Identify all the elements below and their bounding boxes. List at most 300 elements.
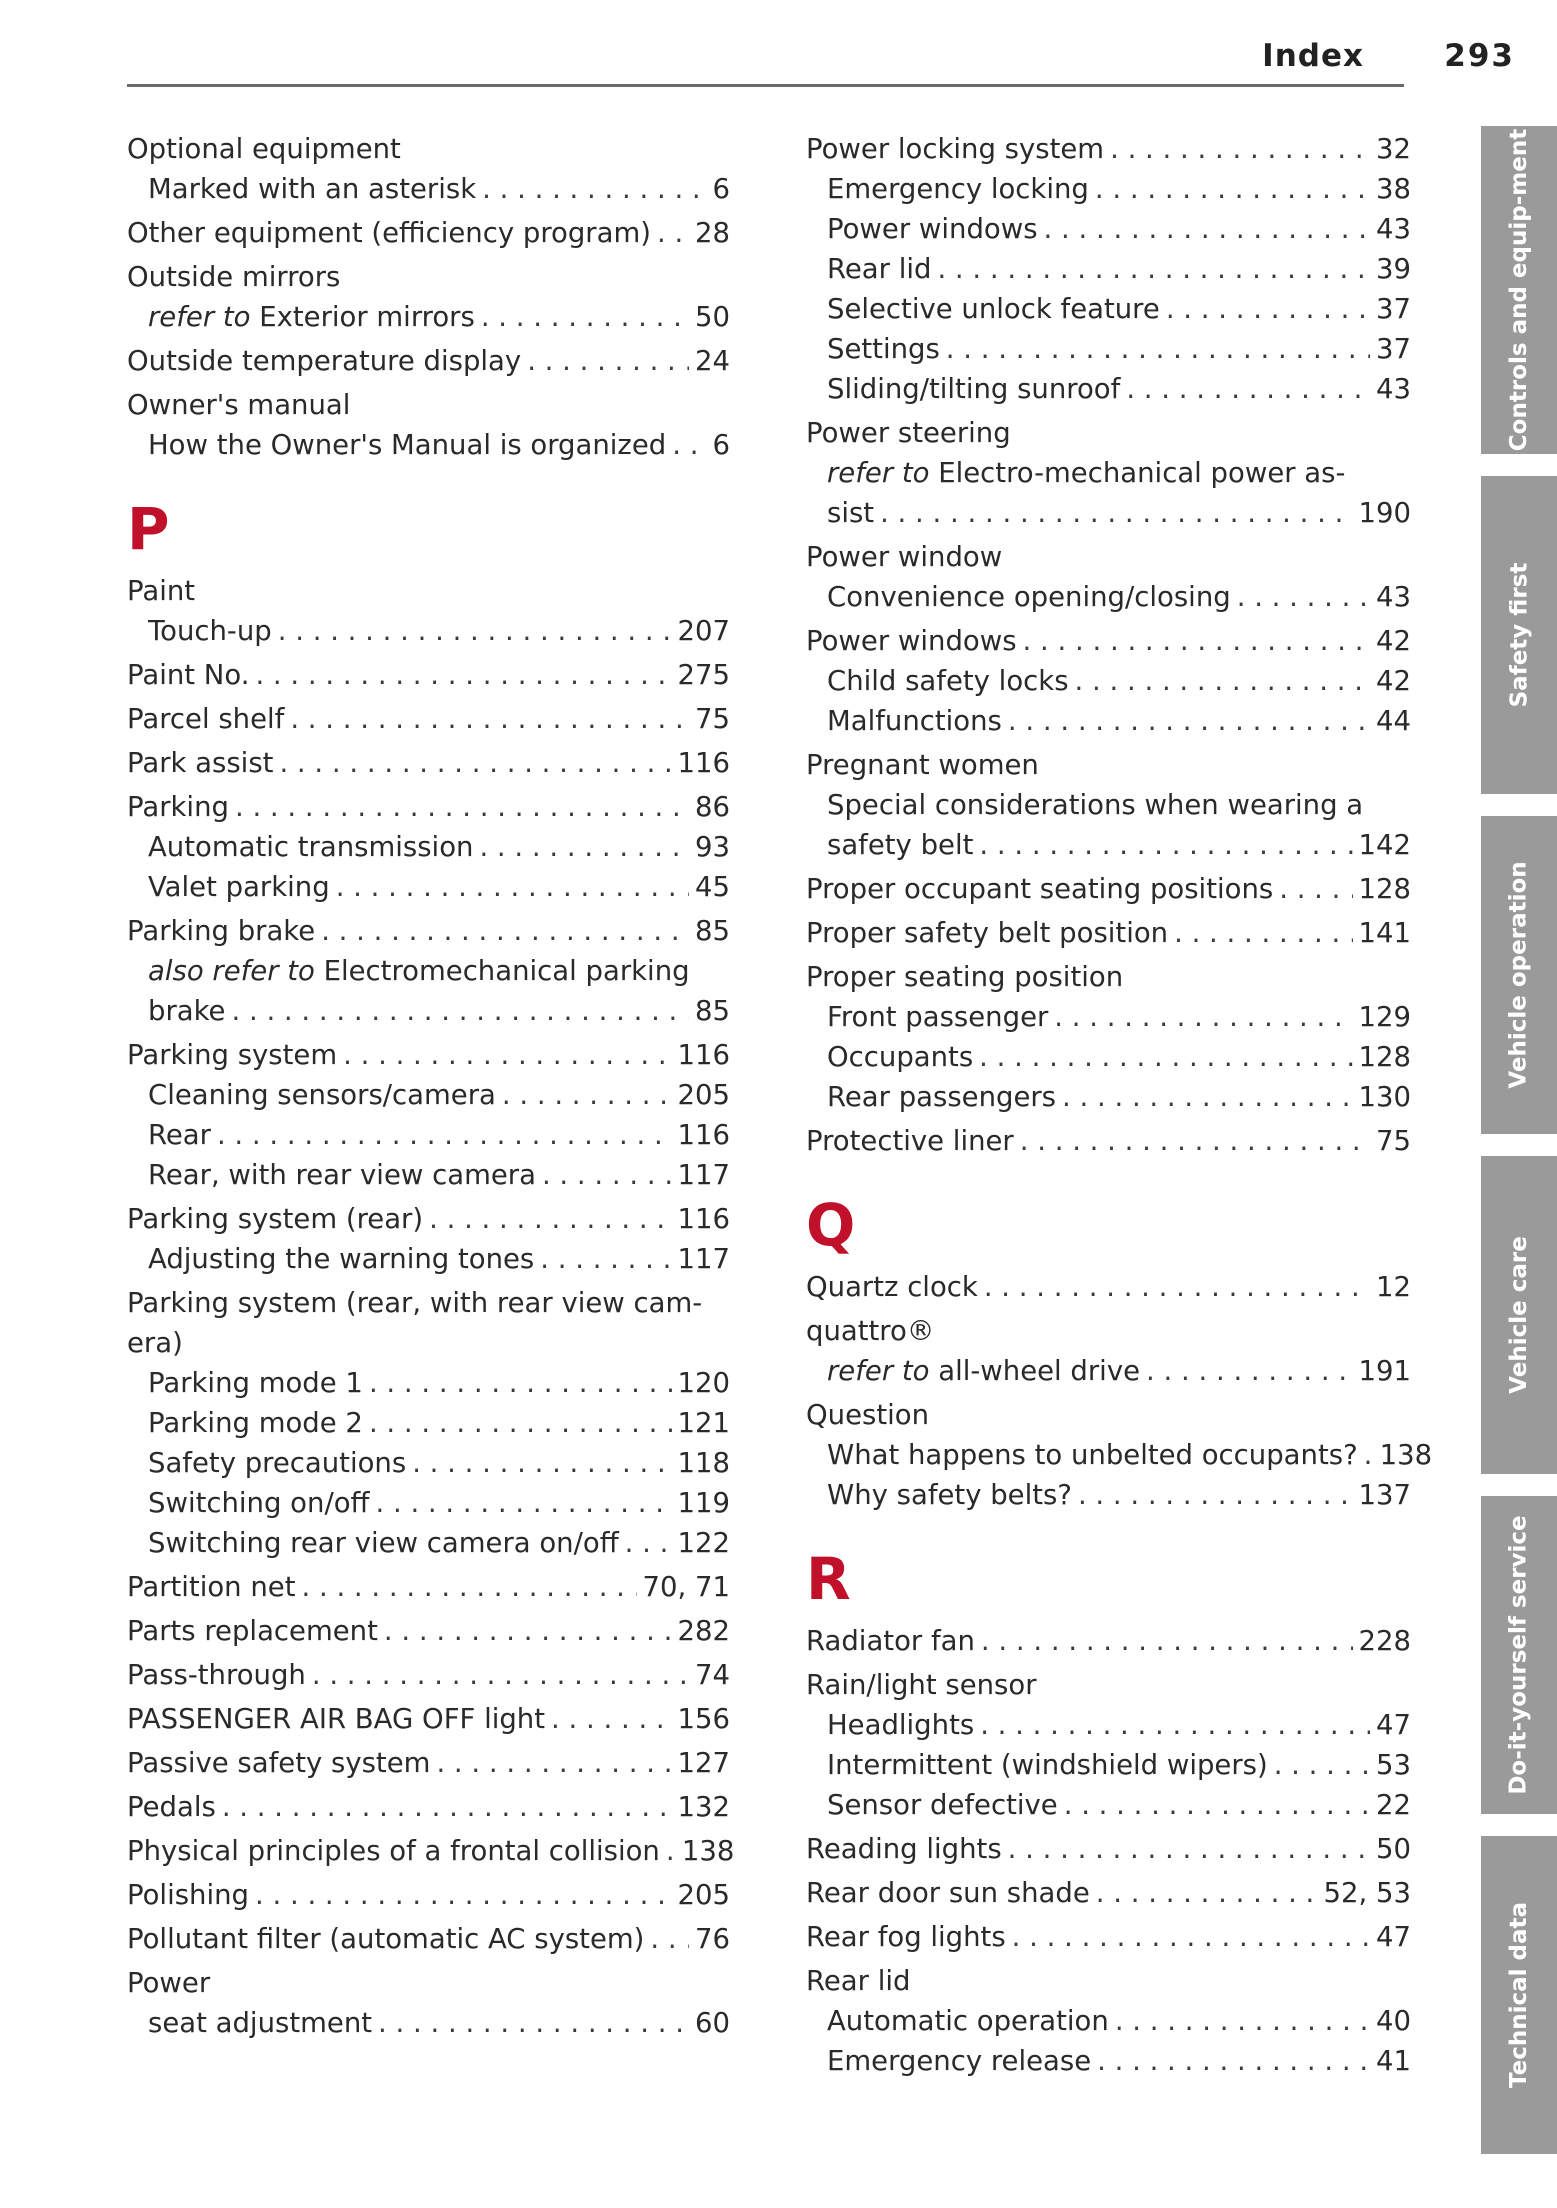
entry-label: Intermittent (windshield wipers) — [827, 1749, 1268, 1781]
entry-label: sist — [827, 497, 875, 529]
page-reference[interactable]: 190 — [1358, 497, 1411, 529]
entry-label: Power window — [806, 541, 1003, 573]
page-reference[interactable]: 141 — [1358, 917, 1411, 949]
index-subentry — [806, 289, 1411, 329]
index-subentry — [127, 169, 730, 209]
dot-leader — [279, 743, 671, 783]
index-subentry — [806, 1745, 1411, 1785]
index-entry — [127, 1919, 730, 1959]
page-reference[interactable]: 75 — [1376, 1125, 1411, 1157]
entry-label: Quartz clock — [806, 1271, 978, 1303]
page-reference[interactable]: 75 — [695, 703, 730, 735]
index-subentry — [127, 297, 730, 337]
entry-label: seat adjustment — [148, 2007, 373, 2039]
dot-leader — [412, 1443, 671, 1483]
header-rule — [127, 84, 1404, 87]
page-reference[interactable]: 60 — [695, 2007, 730, 2039]
dot-leader — [1078, 1475, 1353, 1515]
entry-label: Outside mirrors — [127, 261, 341, 293]
entry-label: Occupants — [827, 1041, 974, 1073]
page-reference[interactable]: 116 — [677, 1039, 730, 1071]
dot-leader — [278, 611, 672, 651]
entry-label: Rain/light sensor — [806, 1669, 1037, 1701]
page-reference[interactable]: 44 — [1376, 705, 1411, 737]
index-entry — [127, 1787, 730, 1827]
page-reference[interactable]: 128 — [1358, 873, 1411, 905]
entry-label: Proper safety belt position — [806, 917, 1169, 949]
index-subentry — [806, 329, 1411, 369]
page-reference[interactable]: 37 — [1376, 333, 1411, 365]
page-reference[interactable]: 47 — [1376, 1709, 1411, 1741]
entry-label: Safety precautions — [148, 1447, 407, 1479]
index-subentry — [806, 369, 1411, 409]
entry-label: Parking system (rear, with rear view cam- — [127, 1287, 703, 1319]
entry-label: Pollutant filter (automatic AC system) — [127, 1923, 645, 1955]
entry-label: Power locking system — [806, 133, 1105, 165]
index-entry — [806, 1829, 1411, 1869]
entry-label: Parking — [127, 791, 229, 823]
dot-leader — [255, 655, 671, 695]
dot-leader — [979, 1037, 1352, 1077]
entry-label: Why safety belts? — [827, 1479, 1072, 1511]
index-subentry — [806, 2041, 1411, 2081]
entry-label: brake — [148, 995, 226, 1027]
dot-leader — [551, 1699, 671, 1739]
entry-label: Rear door sun shade — [806, 1877, 1090, 1909]
dot-leader — [1023, 621, 1370, 661]
entry-label: Power windows — [827, 213, 1038, 245]
entry-label: Power windows — [806, 625, 1017, 657]
entry-label: Rear passengers — [827, 1081, 1057, 1113]
index-entry — [806, 957, 1411, 997]
index-entry — [127, 1831, 735, 1871]
entry-label: Other equipment (efficiency program) — [127, 217, 651, 249]
index-subentry — [806, 1351, 1411, 1391]
page-reference[interactable]: 275 — [677, 659, 730, 691]
index-subentry — [806, 493, 1411, 533]
entry-label: Optional equipment — [127, 133, 401, 165]
index-subentry — [806, 1037, 1411, 1077]
tab-label: Controls and equip-ment — [1506, 128, 1532, 452]
dot-leader — [1096, 1873, 1318, 1913]
index-entry — [806, 1311, 1411, 1351]
entry-label: Pregnant women — [806, 749, 1039, 781]
page-reference[interactable]: 42 — [1376, 625, 1411, 657]
dot-leader — [672, 425, 706, 465]
page-reference[interactable]: 138 — [1379, 1439, 1433, 1471]
dot-leader — [1126, 369, 1370, 409]
entry-label: Rear lid — [827, 253, 932, 285]
entry-label: Valet parking — [148, 871, 330, 903]
dot-leader — [1364, 1435, 1374, 1475]
index-subentry — [806, 1785, 1411, 1825]
index-entry — [806, 1917, 1411, 1957]
dot-leader — [981, 1621, 1353, 1661]
page-reference[interactable]: 39 — [1376, 253, 1411, 285]
tab-label: Safety first — [1506, 562, 1533, 708]
entry-label: Rear fog lights — [806, 1921, 1006, 1953]
tab-controls-and-equipment[interactable] — [1481, 126, 1557, 454]
tab-do-it-yourself-service[interactable] — [1481, 1496, 1557, 1814]
page-reference[interactable]: 53 — [1376, 1749, 1411, 1781]
page-reference[interactable]: 142 — [1358, 829, 1411, 861]
index-subentry — [806, 997, 1411, 1037]
entry-label: Rear, with rear view camera — [148, 1159, 536, 1191]
index-entry — [806, 1621, 1411, 1661]
entry-label: Emergency locking — [827, 173, 1089, 205]
page-reference[interactable]: 127 — [677, 1747, 730, 1779]
index-entry — [127, 1323, 730, 1363]
tab-label: Do-it-yourself service — [1506, 1515, 1532, 1795]
dot-leader — [369, 1363, 672, 1403]
page-reference[interactable]: 24 — [695, 345, 730, 377]
page-reference[interactable]: 116 — [677, 747, 730, 779]
entry-label: Proper occupant seating positions — [806, 873, 1274, 905]
entry-label: Pass-through — [127, 1659, 306, 1691]
dot-leader — [1279, 869, 1352, 909]
entry-text: Electromechanical parking — [314, 955, 690, 987]
dot-leader — [984, 1267, 1370, 1307]
page-reference[interactable]: 45 — [695, 871, 730, 903]
dot-leader — [1146, 1351, 1352, 1391]
entry-label: Park assist — [127, 747, 274, 779]
section-letter: Q — [806, 1191, 856, 1259]
dot-leader — [1008, 1829, 1370, 1869]
page-reference[interactable]: 74 — [695, 1659, 730, 1691]
entry-label: Parking mode 2 — [148, 1407, 363, 1439]
index-entry — [127, 1035, 730, 1075]
index-column-right — [806, 125, 1433, 2081]
page-reference[interactable]: 121 — [677, 1407, 730, 1439]
dot-leader — [336, 867, 689, 907]
entry-label: Touch-up — [148, 615, 272, 647]
index-subentry — [806, 209, 1411, 249]
index-subentry — [127, 951, 730, 991]
tab-label: Vehicle operation — [1506, 861, 1532, 1089]
index-entry — [127, 1655, 730, 1695]
page-reference[interactable]: 85 — [695, 995, 730, 1027]
entry-label: Sensor defective — [827, 1789, 1058, 1821]
index-column-left — [127, 125, 735, 2043]
page-reference[interactable]: 228 — [1358, 1625, 1411, 1657]
tab-technical-data[interactable] — [1481, 1836, 1557, 2154]
dot-leader — [1110, 129, 1370, 169]
dot-leader — [301, 1567, 636, 1607]
page-reference[interactable]: 129 — [1358, 1001, 1411, 1033]
page-reference[interactable]: 50 — [695, 301, 730, 333]
page-reference[interactable]: 117 — [677, 1243, 730, 1275]
page-reference[interactable]: 6 — [712, 173, 730, 205]
dot-leader — [375, 1483, 671, 1523]
entry-label: Malfunctions — [827, 705, 1002, 737]
entry-label — [827, 453, 1345, 493]
index-entry — [127, 911, 730, 951]
page-reference[interactable]: 52, 53 — [1323, 1877, 1411, 1909]
index-entry — [127, 257, 730, 297]
index-entry — [806, 1873, 1411, 1913]
cross-reference: refer to — [827, 457, 930, 489]
index-entry — [806, 129, 1411, 169]
entry-label: Passive safety system — [127, 1747, 431, 1779]
entry-label: Rear lid — [806, 1965, 911, 1997]
index-subentry — [127, 1523, 730, 1563]
entry-label — [827, 1351, 1140, 1391]
tab-label: Vehicle care — [1506, 1236, 1532, 1394]
page-reference[interactable]: 43 — [1376, 213, 1411, 245]
index-entry — [127, 1567, 730, 1607]
entry-label: Paint No. — [127, 659, 250, 691]
entry-text: Electro-mechanical power as- — [929, 457, 1346, 489]
page-reference[interactable]: 128 — [1358, 1041, 1411, 1073]
index-subentry — [806, 453, 1411, 493]
entry-label: Parking system (rear) — [127, 1203, 424, 1235]
index-subentry — [806, 661, 1411, 701]
page-reference[interactable]: 42 — [1376, 665, 1411, 697]
entry-label: PASSENGER AIR BAG OFF light — [127, 1703, 546, 1735]
page-reference[interactable]: 122 — [677, 1527, 730, 1559]
entry-label: Physical principles of a frontal collision — [127, 1835, 660, 1867]
dot-leader — [378, 2003, 689, 2043]
index-entry — [806, 1121, 1411, 1161]
entry-label: Convenience opening/closing — [827, 581, 1231, 613]
index-entry — [127, 1963, 730, 2003]
entry-label: Owner's manual — [127, 389, 351, 421]
dot-leader — [1166, 289, 1370, 329]
dot-leader — [880, 493, 1352, 533]
dot-leader — [217, 1115, 672, 1155]
page-reference[interactable]: 41 — [1376, 2045, 1411, 2077]
entry-label: Switching rear view camera on/off — [148, 1527, 619, 1559]
page-reference[interactable]: 70, 71 — [642, 1571, 730, 1603]
tab-label: Technical data — [1506, 1901, 1533, 2089]
index-entry — [806, 745, 1411, 785]
index-subentry — [127, 1483, 730, 1523]
dot-leader — [1020, 1121, 1370, 1161]
dot-leader — [235, 787, 689, 827]
header-title: Index — [1262, 38, 1364, 74]
entry-label: quattro® — [806, 1315, 935, 1347]
dot-leader — [1044, 209, 1370, 249]
dot-leader — [384, 1611, 672, 1651]
page-reference[interactable]: 117 — [677, 1159, 730, 1191]
entry-label: Parking brake — [127, 915, 316, 947]
index-entry — [127, 341, 730, 381]
entry-label: Protective liner — [806, 1125, 1014, 1157]
page-number: 293 — [1444, 38, 1515, 74]
dot-leader — [255, 1875, 672, 1915]
index-subentry — [806, 1435, 1433, 1475]
page-reference[interactable]: 130 — [1358, 1081, 1411, 1113]
page-reference[interactable]: 156 — [677, 1703, 730, 1735]
index-entry — [127, 385, 730, 425]
entry-label: Special considerations when wearing a — [827, 789, 1364, 821]
entry-label: Settings — [827, 333, 940, 365]
index-entry — [806, 1961, 1411, 2001]
dot-leader — [1064, 1785, 1370, 1825]
entry-label: Selective unlock feature — [827, 293, 1160, 325]
entry-label: Polishing — [127, 1879, 249, 1911]
dot-leader — [222, 1787, 672, 1827]
index-subentry — [127, 1155, 730, 1195]
dot-leader — [937, 249, 1370, 289]
dot-leader — [527, 341, 689, 381]
index-entry — [127, 1875, 730, 1915]
page-reference[interactable]: 12 — [1376, 1271, 1411, 1303]
entry-label: Emergency release — [827, 2045, 1092, 2077]
page-reference[interactable]: 32 — [1376, 133, 1411, 165]
entry-label: Headlights — [827, 1709, 975, 1741]
entry-label — [148, 297, 475, 337]
dot-leader — [1075, 661, 1370, 701]
page-reference[interactable]: 282 — [677, 1615, 730, 1647]
index-subentry — [127, 827, 730, 867]
tab-vehicle-care[interactable] — [1481, 1156, 1557, 1474]
page-reference[interactable]: 119 — [677, 1487, 730, 1519]
dot-leader — [343, 1035, 671, 1075]
entry-label: Adjusting the warning tones — [148, 1243, 535, 1275]
index-subentry — [127, 1443, 730, 1483]
index-subentry — [806, 169, 1411, 209]
index-entry — [806, 1395, 1411, 1435]
dot-leader — [502, 1075, 672, 1115]
entry-label: Proper seating position — [806, 961, 1124, 993]
index-subentry — [806, 785, 1411, 825]
dot-leader — [481, 297, 689, 337]
tab-safety-first[interactable] — [1481, 476, 1557, 794]
index-subentry — [127, 2003, 730, 2043]
entry-label: Outside temperature display — [127, 345, 522, 377]
entry-label: Switching on/off — [148, 1487, 370, 1519]
entry-label: How the Owner's Manual is organized — [148, 429, 667, 461]
dot-leader — [540, 1239, 671, 1279]
page-reference[interactable]: 118 — [677, 1447, 730, 1479]
entry-label: Question — [806, 1399, 929, 1431]
page-reference[interactable]: 132 — [677, 1791, 730, 1823]
page-reference[interactable]: 37 — [1376, 293, 1411, 325]
entry-label: Automatic transmission — [148, 831, 474, 863]
entry-text: all-wheel drive — [929, 1355, 1141, 1387]
entry-label: Parcel shelf — [127, 703, 285, 735]
page-reference[interactable]: 138 — [681, 1835, 735, 1867]
page-reference[interactable]: 116 — [677, 1119, 730, 1151]
entry-label: Child safety locks — [827, 665, 1069, 697]
index-subentry — [127, 1115, 730, 1155]
index-subentry — [806, 701, 1411, 741]
index-subentry — [806, 2001, 1411, 2041]
page-reference[interactable]: 137 — [1358, 1479, 1411, 1511]
cross-reference: refer to — [148, 301, 251, 333]
entry-label: Radiator fan — [806, 1625, 975, 1657]
index-entry — [127, 571, 730, 611]
dot-leader — [542, 1155, 672, 1195]
dot-leader — [1274, 1745, 1370, 1785]
page-reference[interactable]: 120 — [677, 1367, 730, 1399]
dot-leader — [482, 169, 706, 209]
page-reference[interactable]: 40 — [1376, 2005, 1411, 2037]
page-reference[interactable]: 6 — [712, 429, 730, 461]
page-reference[interactable]: 205 — [677, 1079, 730, 1111]
entry-label: Reading lights — [806, 1833, 1002, 1865]
entry-label: era) — [127, 1327, 183, 1359]
index-subentry — [806, 825, 1411, 865]
entry-label: Marked with an asterisk — [148, 173, 477, 205]
page-reference[interactable]: 28 — [695, 217, 730, 249]
dot-leader — [479, 827, 689, 867]
dot-leader — [1008, 701, 1370, 741]
index-entry — [806, 1665, 1411, 1705]
entry-label: Automatic operation — [827, 2005, 1109, 2037]
dot-leader — [1174, 913, 1352, 953]
dot-leader — [946, 329, 1370, 369]
page-reference[interactable]: 93 — [695, 831, 730, 863]
page-reference[interactable]: 85 — [695, 915, 730, 947]
dot-leader — [321, 911, 689, 951]
entry-label: Front passenger — [827, 1001, 1049, 1033]
index-entry — [806, 869, 1411, 909]
index-subentry — [806, 1077, 1411, 1117]
page-reference[interactable]: 43 — [1376, 373, 1411, 405]
section-letter: R — [806, 1545, 851, 1613]
entry-label: safety belt — [827, 829, 974, 861]
entry-text: Exterior mirrors — [250, 301, 475, 333]
entry-label: Power — [127, 1967, 211, 1999]
page-reference[interactable]: 116 — [677, 1203, 730, 1235]
dot-leader — [1095, 169, 1370, 209]
page-reference[interactable]: 76 — [695, 1923, 730, 1955]
page-reference[interactable]: 38 — [1376, 173, 1411, 205]
page-reference[interactable]: 47 — [1376, 1921, 1411, 1953]
dot-leader — [979, 825, 1352, 865]
dot-leader — [1054, 997, 1352, 1037]
page-reference[interactable]: 22 — [1376, 1789, 1411, 1821]
index-entry — [806, 913, 1411, 953]
page-reference[interactable]: 191 — [1358, 1355, 1411, 1387]
page-reference[interactable]: 43 — [1376, 581, 1411, 613]
dot-leader — [231, 991, 689, 1031]
index-subentry — [127, 1239, 730, 1279]
dot-leader — [1237, 577, 1370, 617]
dot-leader — [436, 1743, 671, 1783]
index-subentry — [806, 1705, 1411, 1745]
page-reference[interactable]: 207 — [677, 615, 730, 647]
index-entry — [127, 1699, 730, 1739]
entry-label: Rear — [148, 1119, 211, 1151]
entry-label: What happens to unbelted occupants? — [827, 1439, 1358, 1471]
index-subentry — [127, 867, 730, 907]
cross-reference: also refer to — [148, 955, 315, 987]
page-reference[interactable]: 205 — [677, 1879, 730, 1911]
index-entry — [806, 1267, 1411, 1307]
index-subentry — [127, 1363, 730, 1403]
index-subentry — [806, 1475, 1411, 1515]
page-reference[interactable]: 50 — [1376, 1833, 1411, 1865]
index-entry — [127, 1199, 730, 1239]
index-entry — [127, 699, 730, 739]
page-reference[interactable]: 86 — [695, 791, 730, 823]
entry-label: Sliding/tilting sunroof — [827, 373, 1121, 405]
dot-leader — [312, 1655, 689, 1695]
index-subentry — [127, 991, 730, 1031]
dot-leader — [657, 213, 689, 253]
tab-vehicle-operation[interactable] — [1481, 816, 1557, 1134]
index-entry — [806, 413, 1411, 453]
section-letter: P — [127, 495, 170, 563]
dot-leader — [1097, 2041, 1370, 2081]
index-subentry — [127, 1075, 730, 1115]
dot-leader — [1062, 1077, 1352, 1117]
entry-label: Cleaning sensors/camera — [148, 1079, 496, 1111]
cross-reference: refer to — [827, 1355, 930, 1387]
